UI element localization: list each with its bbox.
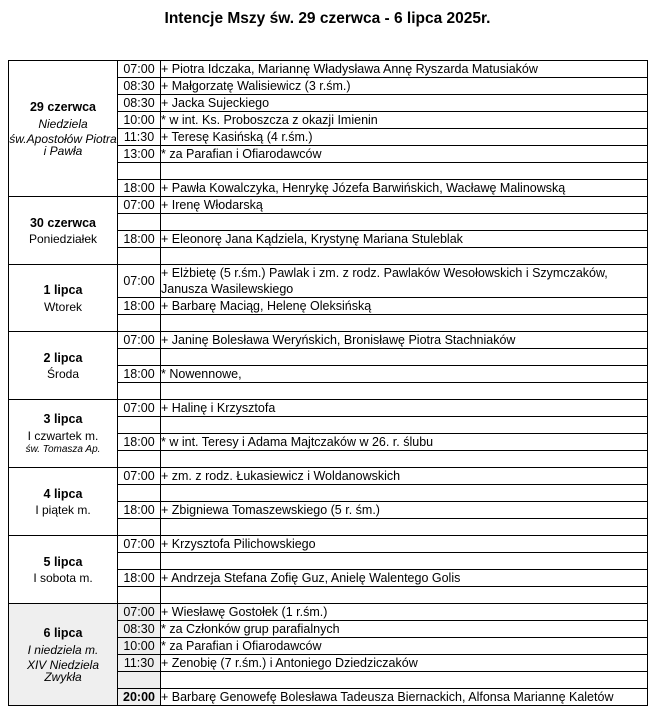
mass-time: 13:00 [118, 146, 161, 163]
day-date: 5 lipca [43, 554, 83, 569]
intention-text [161, 163, 648, 180]
day-date: 3 lipca [43, 412, 83, 427]
mass-time: 08:30 [118, 78, 161, 95]
day-description: Środa [46, 367, 80, 382]
intention-text: + Elżbietę (5 r.śm.) Pawlak i zm. z rodz. Pawlaków Wesołowskich i Szymczaków, Janusza Wasilewskiego [161, 265, 648, 298]
intention-text [161, 672, 648, 689]
mass-time: 07:00 [118, 604, 161, 621]
mass-time: 10:00 [118, 638, 161, 655]
intention-text: * za Parafian i Ofiarodawców [161, 146, 648, 163]
mass-time: 07:00 [118, 468, 161, 485]
intention-text: + Irenę Włodarską [161, 197, 648, 214]
intention-text [161, 417, 648, 434]
mass-time [118, 587, 161, 604]
mass-time: 07:00 [118, 400, 161, 417]
intention-text: + Pawła Kowalczyka, Henrykę Józefa Barwińskich, Wacławę Malinowską [161, 180, 648, 197]
intention-text [161, 248, 648, 265]
mass-time: 20:00 [118, 689, 161, 706]
intention-text: + Piotra Idczaka, Mariannę Władysława Annę Ryszarda Matusiaków [161, 61, 648, 78]
mass-time: 18:00 [118, 298, 161, 315]
intention-text: * w int. Teresy i Adama Majtczaków w 26. r. ślubu [161, 434, 648, 451]
mass-time [118, 214, 161, 231]
day-description: Wtorek [43, 299, 82, 314]
intention-text: + Krzysztofa Pilichowskiego [161, 536, 648, 553]
day-date: 1 lipca [43, 283, 83, 298]
day-cell [9, 400, 118, 468]
mass-time: 18:00 [118, 180, 161, 197]
intention-text [161, 451, 648, 468]
mass-time: 10:00 [118, 112, 161, 129]
day-cell [9, 197, 118, 265]
day-description: I sobota m. [33, 571, 93, 586]
intention-text: + zm. z rodz. Łukasiewicz i Woldanowskich [161, 468, 648, 485]
mass-time: 08:30 [118, 95, 161, 112]
day-description: I niedziela m. [27, 642, 99, 657]
mass-time [118, 485, 161, 502]
mass-intentions-table [8, 60, 648, 706]
day-date: 29 czerwca [29, 100, 97, 115]
day-cell [9, 61, 118, 197]
intention-text [161, 485, 648, 502]
intention-text [161, 383, 648, 400]
day-description: I piątek m. [35, 503, 91, 518]
intention-text: + Jacka Sujeckiego [161, 95, 648, 112]
mass-time: 18:00 [118, 366, 161, 383]
intention-text [161, 214, 648, 231]
intention-text: + Zenobię (7 r.śm.) i Antoniego Dziedziczaków [161, 655, 648, 672]
day-description: św.Apostołów Piotra i Pawła [9, 131, 117, 158]
mass-time [118, 519, 161, 536]
intention-text: + Teresę Kasińską (4 r.śm.) [161, 129, 648, 146]
mass-time [118, 672, 161, 689]
mass-time: 07:00 [118, 332, 161, 349]
mass-time [118, 248, 161, 265]
day-cell [9, 265, 118, 332]
mass-time: 18:00 [118, 502, 161, 519]
day-date: 30 czerwca [29, 215, 97, 230]
day-description: św. Tomasza Ap. [25, 443, 101, 455]
day-description: Niedziela [38, 116, 88, 131]
intention-text [161, 349, 648, 366]
mass-time [118, 417, 161, 434]
table-row [9, 468, 648, 485]
mass-time: 18:00 [118, 570, 161, 587]
intention-text: + Andrzeja Stefana Zofię Guz, Anielę Walentego Golis [161, 570, 648, 587]
intention-text: + Barbarę Maciąg, Helenę Oleksińską [161, 298, 648, 315]
intention-text: * za Członków grup parafialnych [161, 621, 648, 638]
schedule-body [9, 61, 648, 706]
page-title: Intencje Mszy św. 29 czerwca - 6 lipca 2025r. [164, 10, 491, 27]
intention-text: + Barbarę Genowefę Bolesława Tadeusza Biernackich, Alfonsa Mariannę Kaletów [161, 689, 648, 706]
day-cell [9, 536, 118, 604]
mass-time [118, 451, 161, 468]
table-row [9, 400, 648, 417]
intention-text: + Janinę Bolesława Weryńskich, Bronisławę Piotra Stachniaków [161, 332, 648, 349]
mass-time: 18:00 [118, 231, 161, 248]
intention-text: * w int. Ks. Proboszcza z okazji Imienin [161, 112, 648, 129]
mass-time: 18:00 [118, 434, 161, 451]
table-row [9, 61, 648, 78]
table-row [9, 604, 648, 621]
mass-time [118, 163, 161, 180]
intention-text: + Zbigniewa Tomaszewskiego (5 r. śm.) [161, 502, 648, 519]
day-description: XIV Niedziela Zwykła [26, 657, 100, 684]
mass-time [118, 315, 161, 332]
intention-text: + Halinę i Krzysztofa [161, 400, 648, 417]
mass-time: 07:00 [118, 536, 161, 553]
intention-text: * Nowennowe, [161, 366, 648, 383]
table-row [9, 197, 648, 214]
day-description: Poniedziałek [28, 232, 98, 247]
intention-text: + Wiesławę Gostołek (1 r.śm.) [161, 604, 648, 621]
mass-time: 07:00 [118, 265, 161, 298]
day-date: 6 lipca [43, 626, 83, 641]
day-cell [9, 332, 118, 400]
mass-time [118, 383, 161, 400]
table-row [9, 265, 648, 298]
mass-time: 07:00 [118, 61, 161, 78]
day-cell [9, 468, 118, 536]
mass-time: 11:30 [118, 655, 161, 672]
mass-time: 08:30 [118, 621, 161, 638]
table-row [9, 332, 648, 349]
intention-text [161, 587, 648, 604]
day-description: I czwartek m. [27, 428, 99, 443]
day-date: 2 lipca [43, 350, 83, 365]
day-cell [9, 604, 118, 706]
mass-time: 07:00 [118, 197, 161, 214]
intention-text: * za Parafian i Ofiarodawców [161, 638, 648, 655]
intention-text [161, 519, 648, 536]
intention-text: + Małgorzatę Walisiewicz (3 r.śm.) [161, 78, 648, 95]
table-row [9, 536, 648, 553]
day-date: 4 lipca [43, 486, 83, 501]
mass-time: 11:30 [118, 129, 161, 146]
intention-text [161, 553, 648, 570]
intention-text [161, 315, 648, 332]
intention-text: + Eleonorę Jana Kądziela, Krystynę Mariana Stuleblak [161, 231, 648, 248]
mass-time [118, 349, 161, 366]
mass-time [118, 553, 161, 570]
